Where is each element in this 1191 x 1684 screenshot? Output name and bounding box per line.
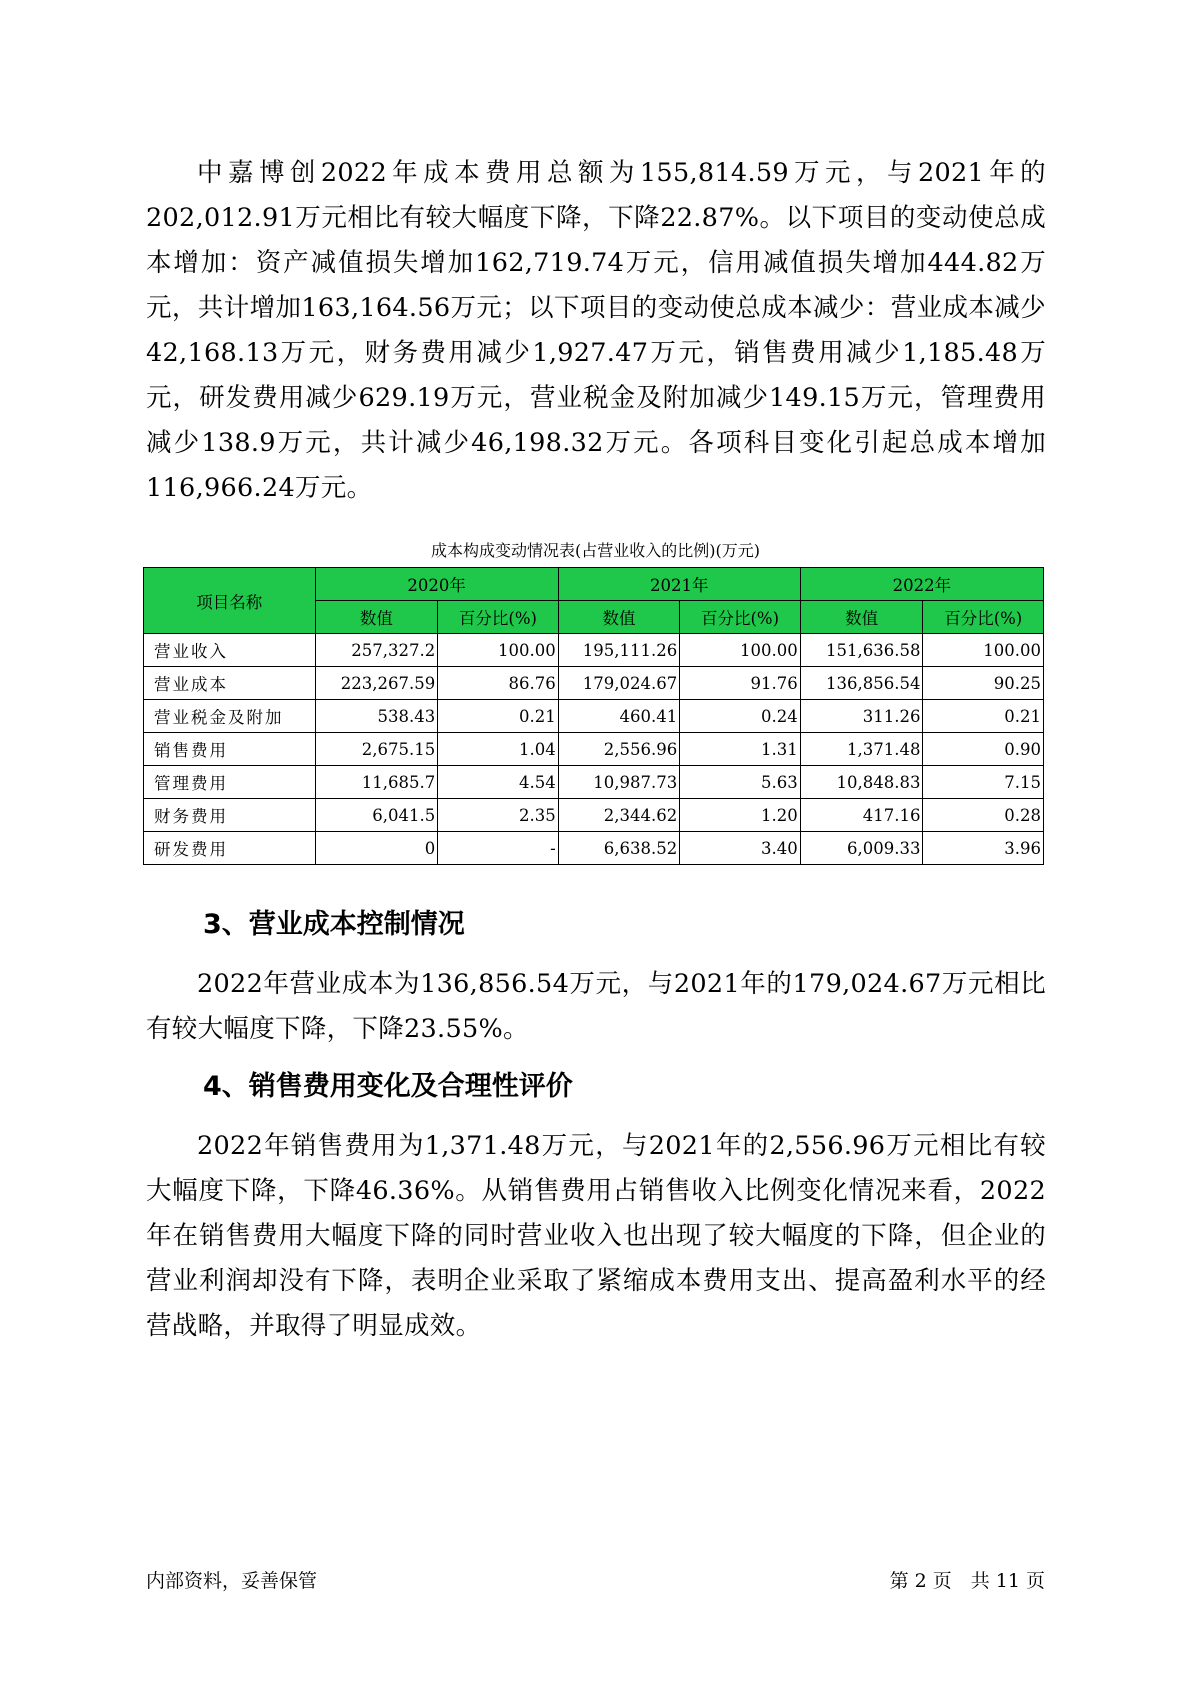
footer-page-number: 第 2 页 共 11 页 <box>889 1570 1045 1592</box>
cost-structure-table <box>143 567 1044 865</box>
cell-percent: 0.21 <box>923 700 1044 733</box>
cell-value: 2,344.62 <box>558 799 680 832</box>
cell-value: 0 <box>315 832 438 865</box>
cell-value: 223,267.59 <box>315 667 438 700</box>
cell-value: 311.26 <box>800 700 923 733</box>
cell-percent: 1.20 <box>680 799 801 832</box>
row-label: 营业税金及附加 <box>144 700 316 733</box>
cell-value: 257,327.2 <box>315 634 438 667</box>
subheader-percent: 百分比(%) <box>438 601 559 634</box>
cell-value: 11,685.7 <box>315 766 438 799</box>
cell-percent: 86.76 <box>438 667 559 700</box>
cell-percent: 0.28 <box>923 799 1044 832</box>
section-heading-operating-cost: 3、营业成本控制情况 <box>203 909 465 940</box>
row-label: 营业收入 <box>144 634 316 667</box>
row-label: 研发费用 <box>144 832 316 865</box>
cell-percent: 3.96 <box>923 832 1044 865</box>
cell-percent: 100.00 <box>923 634 1044 667</box>
table-row <box>144 634 1044 667</box>
subheader-value: 数值 <box>800 601 923 634</box>
paragraph-cost-summary: 中嘉博创2022年成本费用总额为155,814.59万元，与2021年的202,012.91万元相比有较大幅度下降，下降22.87%。以下项目的变动使总成本增加：资产减值损失增加162,719.74万元，信用减值损失增加444.82万元，共计增加163,164.56万元；以下项目的变动使总成本减少：营业成本减少42,168.13万元，财务费用减少1,927.47万元，销售费用减少1,185.48万元，研发费用减少629.19万元，营业税金及附加减少149.15万元，管理费用减少138.9万元，共计减少46,198.32万元。各项科目变化引起总成本增加116,966.24万元。 <box>146 158 1046 503</box>
cell-value: 195,111.26 <box>558 634 680 667</box>
subheader-percent: 百分比(%) <box>680 601 801 634</box>
cell-value: 136,856.54 <box>800 667 923 700</box>
cell-percent: 0.90 <box>923 733 1044 766</box>
cell-percent: 2.35 <box>438 799 559 832</box>
header-year-2021: 2021年 <box>558 568 800 601</box>
cell-value: 10,848.83 <box>800 766 923 799</box>
table-row <box>144 700 1044 733</box>
subheader-value: 数值 <box>558 601 680 634</box>
cell-value: 2,556.96 <box>558 733 680 766</box>
cell-value: 179,024.67 <box>558 667 680 700</box>
cell-value: 417.16 <box>800 799 923 832</box>
header-year-2020: 2020年 <box>315 568 558 601</box>
section-heading-sales-expense: 4、销售费用变化及合理性评价 <box>203 1071 573 1102</box>
cell-value: 1,371.48 <box>800 733 923 766</box>
cell-value: 6,009.33 <box>800 832 923 865</box>
cell-value: 2,675.15 <box>315 733 438 766</box>
table-caption: 成本构成变动情况表(占营业收入的比例)(万元) <box>431 541 760 560</box>
table-header-row <box>144 568 1044 601</box>
cell-percent: 0.21 <box>438 700 559 733</box>
cell-value: 6,041.5 <box>315 799 438 832</box>
row-label: 销售费用 <box>144 733 316 766</box>
table-row <box>144 799 1044 832</box>
paragraph-sales-expense: 2022年销售费用为1,371.48万元，与2021年的2,556.96万元相比有较大幅度下降，下降46.36%。从销售费用占销售收入比例变化情况来看，2022年在销售费用大幅度下降的同时营业收入也出现了较大幅度的下降，但企业的营业利润却没有下降，表明企业采取了紧缩成本费用支出、提高盈利水平的经营战略，并取得了明显成效。 <box>146 1131 1046 1341</box>
cell-value: 10,987.73 <box>558 766 680 799</box>
footer-confidential-note: 内部资料，妥善保管 <box>146 1570 318 1592</box>
cell-percent: 1.31 <box>680 733 801 766</box>
cell-value: 151,636.58 <box>800 634 923 667</box>
cell-percent: 0.24 <box>680 700 801 733</box>
subheader-percent: 百分比(%) <box>923 601 1044 634</box>
row-label: 营业成本 <box>144 667 316 700</box>
table-row <box>144 766 1044 799</box>
cell-percent: 100.00 <box>438 634 559 667</box>
cell-percent: 100.00 <box>680 634 801 667</box>
table-row <box>144 667 1044 700</box>
header-item-name: 项目名称 <box>144 568 316 634</box>
cell-percent: 90.25 <box>923 667 1044 700</box>
cell-value: 538.43 <box>315 700 438 733</box>
cell-percent: 4.54 <box>438 766 559 799</box>
header-year-2022: 2022年 <box>800 568 1043 601</box>
cell-percent: 7.15 <box>923 766 1044 799</box>
table-row <box>144 832 1044 865</box>
subheader-value: 数值 <box>315 601 438 634</box>
paragraph-operating-cost: 2022年营业成本为136,856.54万元，与2021年的179,024.67万元相比有较大幅度下降，下降23.55%。 <box>146 969 1046 1044</box>
cell-percent: 91.76 <box>680 667 801 700</box>
cell-percent: 5.63 <box>680 766 801 799</box>
row-label: 管理费用 <box>144 766 316 799</box>
table-row <box>144 733 1044 766</box>
cell-value: 460.41 <box>558 700 680 733</box>
cell-value: 6,638.52 <box>558 832 680 865</box>
cell-percent: 1.04 <box>438 733 559 766</box>
cell-percent: - <box>438 832 559 865</box>
cell-percent: 3.40 <box>680 832 801 865</box>
row-label: 财务费用 <box>144 799 316 832</box>
